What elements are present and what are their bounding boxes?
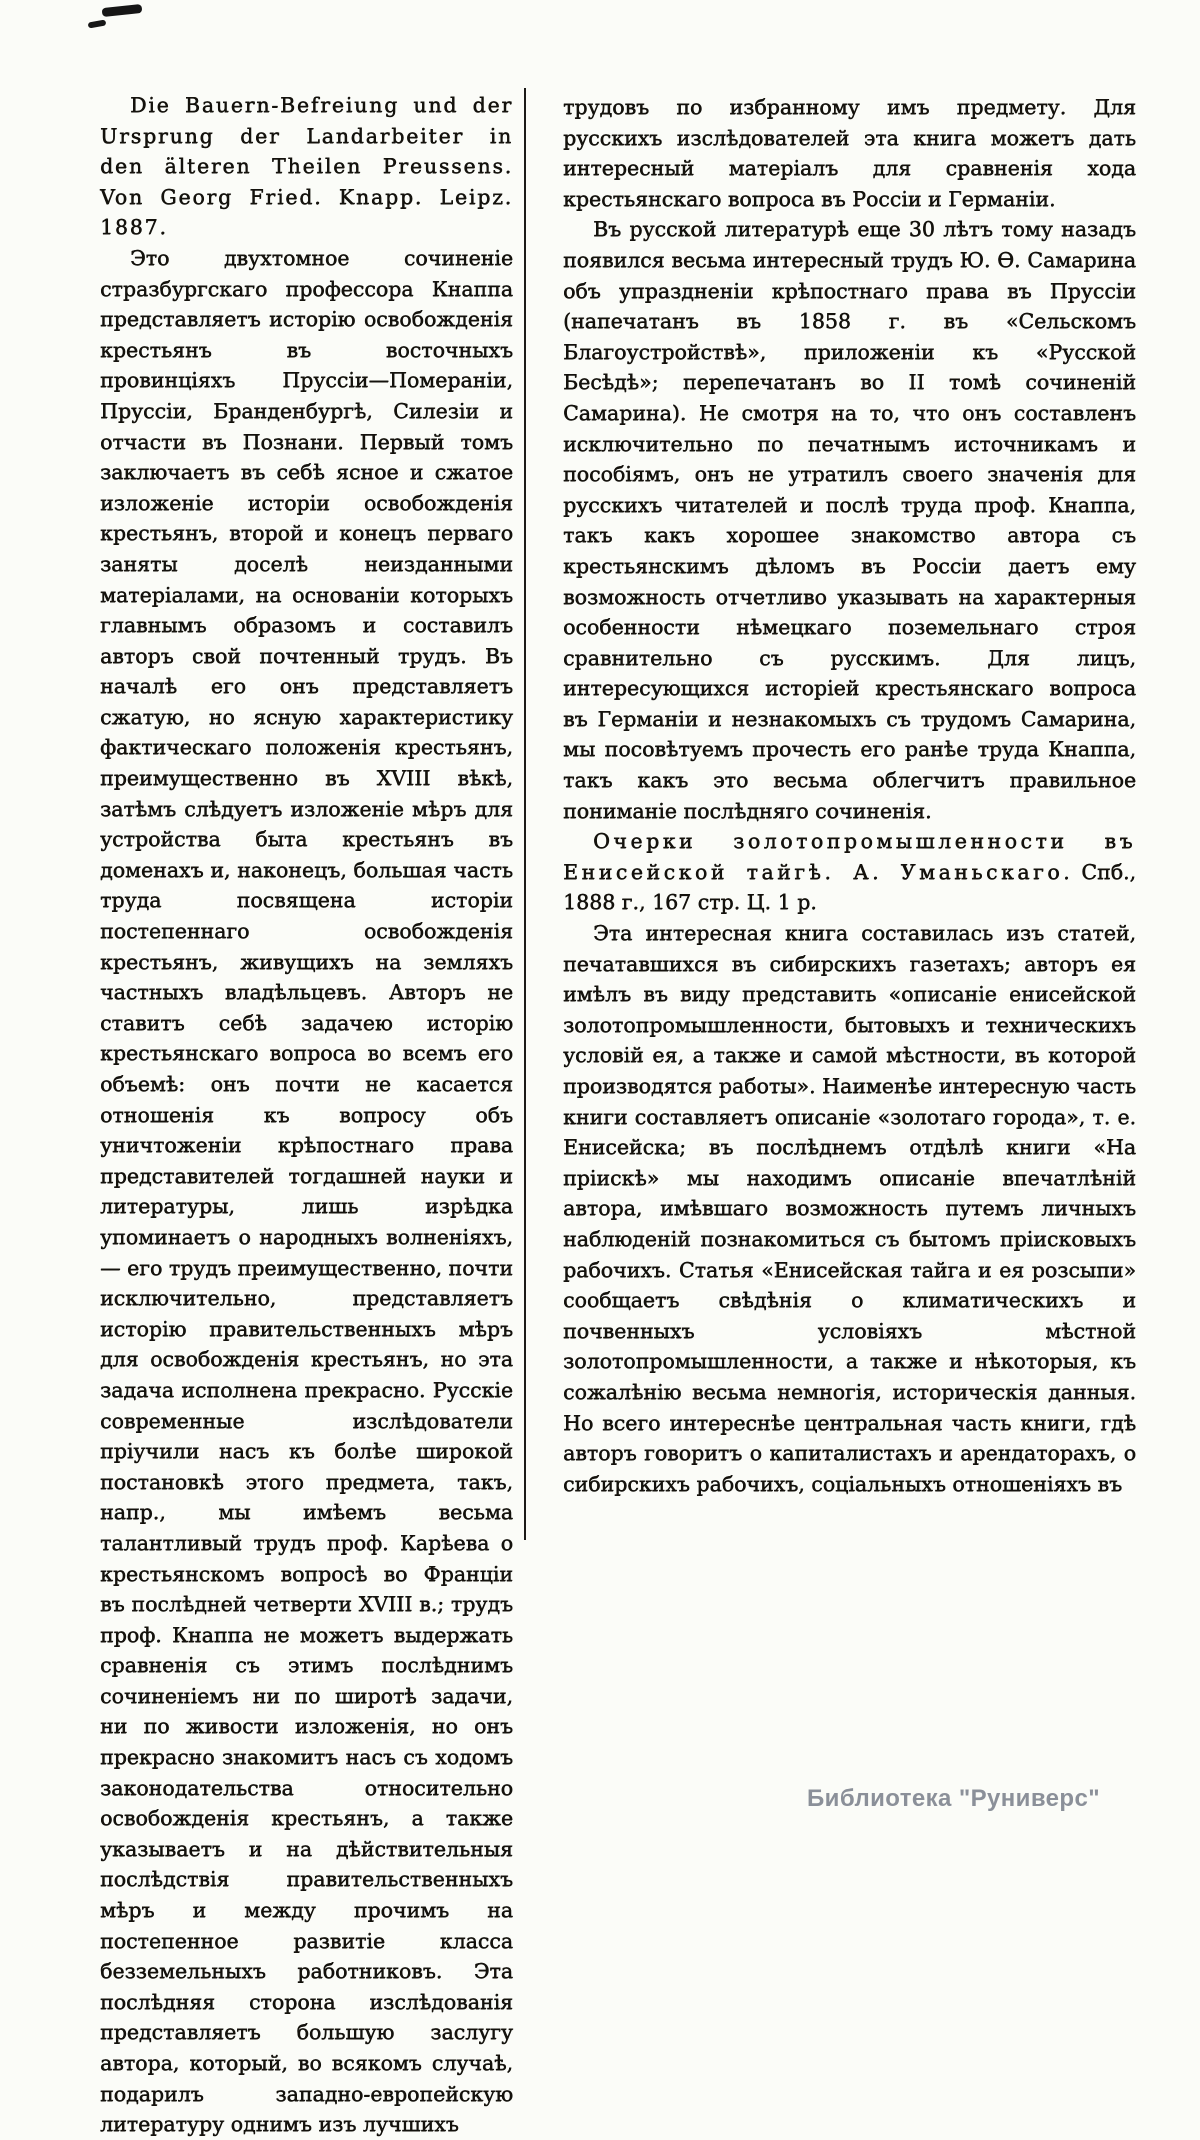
review-title-umansky-imprint: Спб., 1888 г., 167 стр. Ц. 1 р. bbox=[563, 859, 1136, 915]
review-title-umansky-main: Очерки золотопромышленности въ Енисейской тайгѣ. А. Уманьскаго. bbox=[563, 829, 1136, 884]
review-title-umansky bbox=[563, 826, 1136, 918]
review-umansky-body: Эта интересная книга составилась изъ статей, печатавшихся въ сибирскихъ газетахъ; авторъ ея имѣлъ въ виду представить «описаніе енисейской золотопромышленности, бытовыхъ и техническихъ условій ея, а также и самой мѣстности, въ которой производятся работы». Наименѣе интересную часть книги составляетъ описаніе «золотаго города», т. е. Енисейска; въ послѣднемъ отдѣлѣ книги «На пріискѣ» мы находимъ описаніе впечатлѣній автора, имѣвшаго возможность путемъ личныхъ наблюденій познакомиться съ бытомъ пріисковыхъ рабочихъ. Статья «Енисейская тайга и ея розсыпи» сообщаетъ свѣдѣнія о климатическихъ и почвенныхъ условіяхъ мѣстной золотопромышленности, а также и нѣкоторыя, къ сожалѣнію весьма немногія, историческія данныя. Но всего интереснѣе центральная часть книги, гдѣ авторъ говоритъ о капиталистахъ и арендаторахъ, о сибирскихъ рабочихъ, соціальныхъ отношеніяхъ въ bbox=[563, 921, 1136, 1496]
scan-artifact bbox=[102, 4, 143, 17]
scan-artifact bbox=[88, 19, 107, 28]
review-title-knapp: Die Bauern-Befreiung und der Ursprung der Landarbeiter in den älteren Theilen Preussens. Von Georg Fried. Knapp. Leipz. 1887. bbox=[100, 93, 513, 240]
right-column bbox=[563, 92, 1136, 1499]
left-column bbox=[100, 90, 513, 2140]
runivers-library-watermark: Библиотека "Руниверс" bbox=[807, 1785, 1100, 1812]
review-knapp-body-left: Это двухтомное сочиненіе стразбургскаго профессора Кнаппа представляетъ исторію освобожденія крестьянъ въ восточныхъ провинціяхъ Пруссіи—Помераніи, Пруссіи, Бранденбургѣ, Силезіи и отчасти въ Познани. Первый томъ заключаетъ въ себѣ ясное и сжатое изложеніе исторіи освобожденія крестьянъ, второй и конецъ перваго заняты доселѣ неизданными матеріалами, на основаніи которыхъ главнымъ образомъ и составилъ авторъ свой почтенный трудъ. Въ началѣ его онъ представляетъ сжатую, но ясную характеристику фактическаго положенія крестьянъ, преимущественно въ XVIII вѣкѣ, затѣмъ слѣдуетъ изложеніе мѣръ для устройства быта крестьянъ въ доменахъ и, наконецъ, большая часть труда посвящена исторіи постепеннаго освобожденія крестьянъ, живущихъ на земляхъ частныхъ владѣльцевъ. Авторъ не ставитъ себѣ задачею исторію крестьянскаго вопроса во всемъ его объемѣ: онъ почти не касается отношенія къ вопросу объ уничтоженіи крѣпостнаго права представителей тогдашней науки и литературы, лишь изрѣдка упоминаетъ о народныхъ волненіяхъ, — его трудъ преимущественно, почти исключительно, представляетъ исторію правительственныхъ мѣръ для освобожденія крестьянъ, но эта задача исполнена прекрасно. Русскіе современные изслѣдователи пріучили насъ къ болѣе широкой постановкѣ этого предмета, такъ, напр., мы имѣемъ весьма талантливый трудъ проф. Карѣева о крестьянскомъ вопросѣ во Франціи въ послѣдней четверти XVIII в.; трудъ проф. Кнаппа не можетъ выдержать сравненія съ этимъ послѣднимъ сочиненіемъ ни по широтѣ задачи, ни по живости изложенія, но онъ прекрасно знакомитъ насъ съ ходомъ законодательства относительно освобожденія крестьянъ, а также указываетъ и на дѣйствительныя послѣдствія правительственныхъ мѣръ и между прочимъ на постепенное развитіе класса безземельныхъ работниковъ. Эта послѣдняя сторона изслѣдованія представляетъ большую заслугу автора, который, во всякомъ случаѣ, подарилъ западно-европейскую литературу однимъ изъ лучшихъ bbox=[100, 245, 513, 2137]
review-knapp-body-paragraph-2: Въ русской литературѣ еще 30 лѣтъ тому назадъ появился весьма интересный трудъ Ю. Ѳ. Самарина объ упраздненіи крѣпостнаго права въ Пруссіи (напечатанъ въ 1858 г. въ «Сельскомъ Благоустройствѣ», приложеніи къ «Русской Бесѣдѣ»; перепечатанъ во II томѣ сочиненій Самарина). Не смотря на то, что онъ составленъ исключительно по печатнымъ источникамъ и пособіямъ, онъ не утратилъ своего значенія для русскихъ читателей и послѣ труда проф. Кнаппа, такъ какъ хорошее знакомство автора съ крестьянскимъ дѣломъ въ Россіи даетъ ему возможность отчетливо указывать на характерныя особенности нѣмецкаго поземельнаго строя сравнительно съ русскимъ. Для лицъ, интересующихся исторіей крестьянскаго вопроса въ Германіи и незнакомыхъ съ трудомъ Самарина, мы посовѣтуемъ прочесть его ранѣе труда Кнаппа, такъ какъ это весьма облегчитъ правильное пониманіе послѣдняго сочиненія. bbox=[563, 217, 1136, 823]
column-divider bbox=[524, 88, 526, 1540]
review-knapp-body-continuation: трудовъ по избранному имъ предмету. Для русскихъ изслѣдователей эта книга можетъ дать интересный матеріалъ для сравненія хода крестьянскаго вопроса въ Россіи и Германіи. bbox=[563, 95, 1136, 211]
